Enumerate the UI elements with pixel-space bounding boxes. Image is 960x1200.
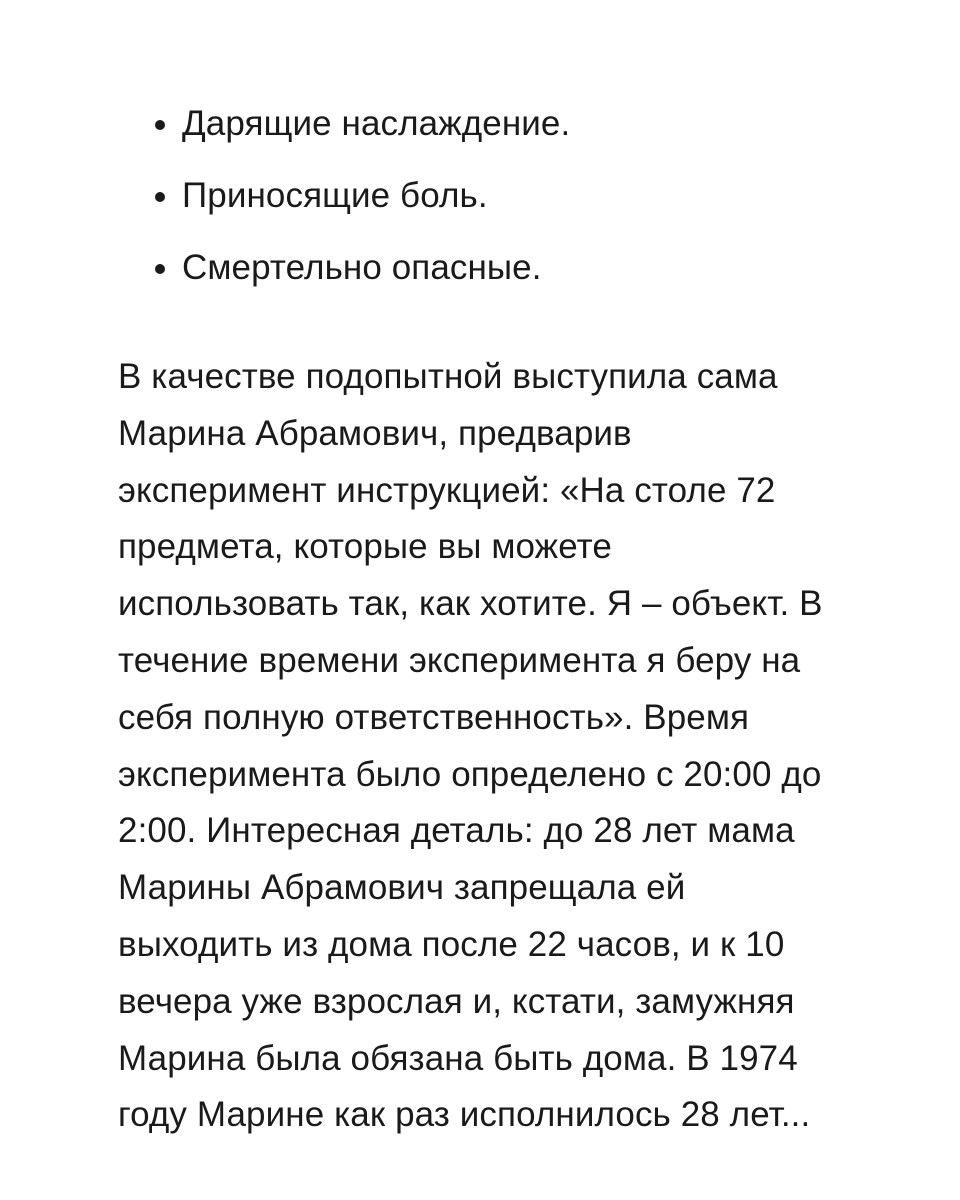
paragraph-line: эксперимента было определено с 20:00 до: [118, 754, 822, 794]
list-item: [155, 96, 570, 168]
list-item-text: Приносящие боль.: [182, 176, 488, 215]
list-item-text: Дарящие наслаждение.: [182, 104, 571, 143]
paragraph-line: течение времени эксперимента я беру на: [118, 640, 801, 680]
paragraph-line: себя полную ответственность». Время: [118, 697, 750, 737]
bullet-dot-icon: [155, 120, 165, 130]
bullet-dot-icon: [155, 192, 165, 202]
paragraph-line: В качестве подопытной выступила сама: [118, 357, 778, 396]
paragraph-line: Марина была обязана быть дома. В 1974: [118, 1038, 798, 1078]
body-paragraph: [118, 349, 878, 1144]
list-item-text: Смертельно опасные.: [182, 248, 542, 287]
paragraph-line: предмета, которые вы можете: [118, 527, 612, 567]
bullet-list: [155, 96, 570, 312]
paragraph-line: 2:00. Интересная деталь: до 28 лет мама: [118, 811, 795, 851]
bullet-dot-icon: [155, 264, 165, 274]
paragraph-line: Марины Абрамович запрещала ей: [118, 868, 686, 908]
paragraph-line: эксперимент инструкцией: «На столе 72: [118, 470, 776, 510]
list-item: [155, 240, 570, 312]
paragraph-line: Марина Абрамович, предварив: [118, 413, 632, 453]
paragraph-line: вечера уже взрослая и, кстати, замужняя: [118, 981, 795, 1021]
paragraph-line: году Марине как раз исполнилось 28 лет...: [118, 1095, 811, 1135]
paragraph-line: использовать так, как хотите. Я – объект. В: [118, 584, 823, 624]
list-item: [155, 168, 570, 240]
paragraph-line: выходить из дома после 22 часов, и к 10: [118, 924, 785, 964]
